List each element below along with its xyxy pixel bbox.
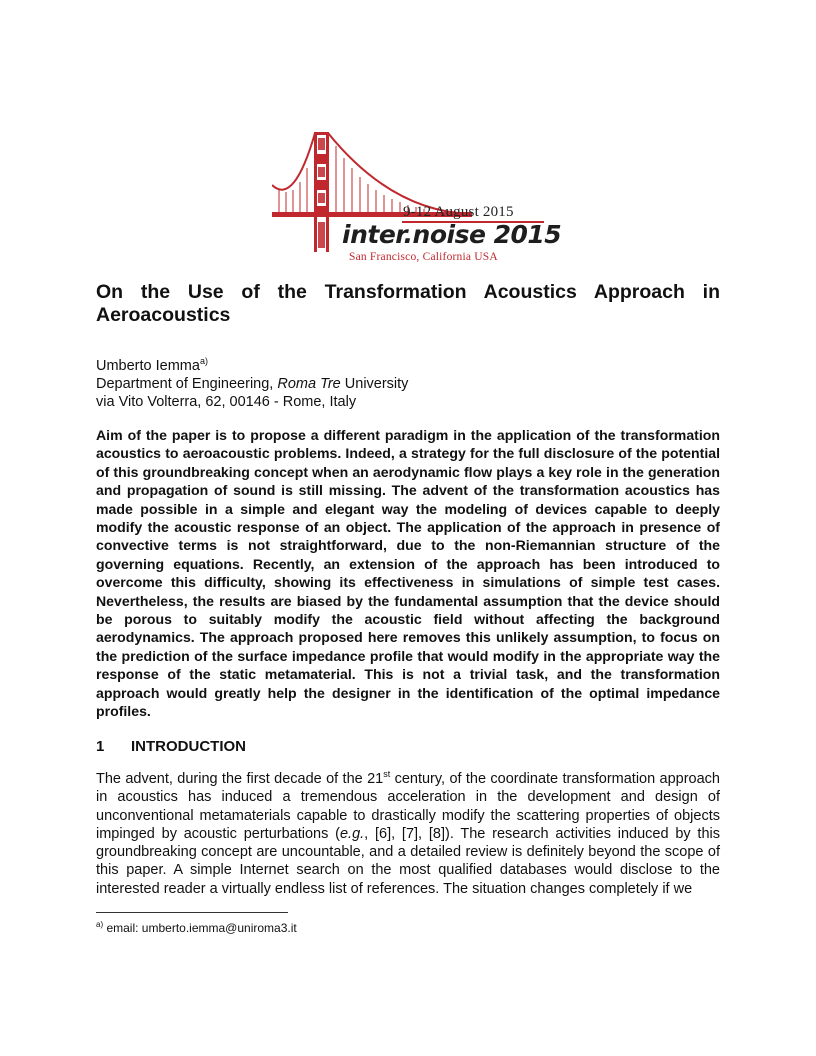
abstract: Aim of the paper is to propose a different paradigm in the application of the transformation acoustics to aeroacoustic problems. Indeed, a strategy for the full disclosure of the potential of this groundbreaking concept when an aerodynamic flow plays a key role in the generation and propagation of sound is still missing. The advent of the transformation acoustics has made possible in a simple and elegant way the modeling of devices capable to deeply modify the acoustic response of an object. The application of the approach in presence of convective terms is not straightforward, due to the non-Riemannian structure of the governing equations. Recently, an extension of the approach has been introduced to overcome this difficulty, showing its effectiveness in simulations of simple test cases. Nevertheless, the results are biased by the fundamental assumption that the device should be porous to suitably modify the acoustic field without affecting the background aerodynamics. The approach proposed here removes this unlikely assumption, to focus on the prediction of the surface impedance profile that would modify in the appropriate way the response of the static metamaterial. This is not a trivial task, and the transformation approach would greatly help the designer in the identification of the optimal impedance profiles. [96,427,720,720]
footnote-email: email: umberto.iemma@uniroma3.it [103,921,297,935]
affiliation-suffix: University [340,375,409,392]
conference-logo [272,130,562,268]
author-name-line [96,352,720,375]
author-name: Umberto Iemma [96,357,200,374]
author-block [96,352,720,411]
affiliation-university-name: Roma Tre [277,375,341,392]
conference-date: 9-12 August 2015 [403,204,514,220]
footnote-divider [96,912,288,913]
affiliation-prefix: Department of Engineering, [96,375,278,392]
section-number: 1 [96,738,105,755]
section-title: INTRODUCTION [131,738,246,755]
footnote-marker: a) [96,920,104,929]
intro-text-1: The advent, during the first decade of the 21 [96,771,384,787]
paper-title: On the Use of the Transformation Acoustics Approach in Aeroacoustics [96,281,720,326]
author-address: via Vito Volterra, 62, 00146 - Rome, Italy [96,393,357,410]
conference-name: inter.noise 2015 [342,220,562,249]
intro-eg: e.g. [339,825,365,842]
footnote [96,920,297,935]
introduction-paragraph [96,770,720,898]
intro-text-2: century, of the coordinate transformation approach in acoustics has induced a tremendous acceleration in the development and design of unconventional metamaterials capable to drastically modify the scattering properties of objects impinged by acoustic perturbations ( [96,771,720,842]
conference-location: San Francisco, California USA [349,251,498,263]
author-affiliation [96,375,720,393]
author-footnote-marker: a) [199,356,208,366]
intro-ordinal-suffix: st [383,769,391,780]
intro-text-3: , [6], [7], [8]). The research activities induced by this groundbreaking concept are uncountable, and a detailed review is definitely beyond the scope of this paper. A simple Internet search on the most qualified databases would disclose to the interested reader a virtually endless list of references. The situation changes completely if we [96,825,720,897]
section-heading [96,738,246,755]
